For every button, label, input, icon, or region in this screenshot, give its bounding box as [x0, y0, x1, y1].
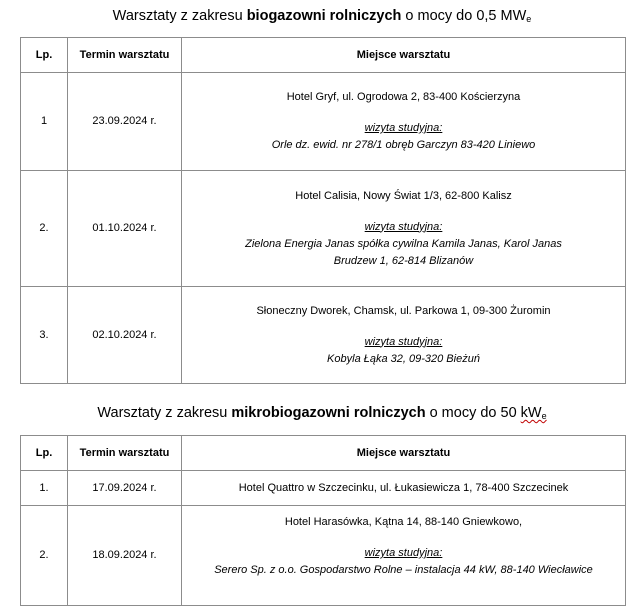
row-place-cell	[182, 506, 626, 606]
table-header-row	[21, 38, 626, 73]
table-row	[21, 73, 626, 171]
row-visit-label: wizyta studyjna:	[364, 335, 443, 348]
row-visit-label: wizyta studyjna:	[364, 122, 443, 134]
row-place: Słoneczny Dworek, Chamsk, ul. Parkowa 1, 09-300 Żuromin	[256, 304, 551, 317]
table-row	[21, 171, 626, 287]
biogas-workshops-table	[20, 37, 626, 384]
heading-unit-text: kW	[520, 405, 542, 421]
row-lp: 3.	[21, 287, 68, 384]
microbiogas-workshops-table	[20, 435, 626, 606]
row-place: Hotel Calisia, Nowy Świat 1/3, 62-800 Kalisz	[295, 189, 512, 202]
row-visit-label: wizyta studyjna:	[364, 547, 443, 559]
section1-heading-sub: e	[526, 14, 532, 24]
section1-heading-pre: Warsztaty z zakresu	[112, 8, 247, 24]
row-visit-line: Serero Sp. z o.o. Gospodarstwo Rolne – instalacja 44 kW, 88-140 Wiecławice	[214, 564, 593, 576]
section2-heading	[0, 404, 644, 425]
row-date: 02.10.2024 r.	[68, 287, 182, 384]
row-lp: 2.	[21, 171, 68, 287]
row-lp: 2.	[21, 506, 68, 606]
row-date: 01.10.2024 r.	[68, 171, 182, 287]
row-place: Hotel Harasówka, Kątna 14, 88-140 Gniewkowo,	[284, 516, 523, 528]
row-date: 18.09.2024 r.	[68, 506, 182, 606]
table-row	[21, 287, 626, 384]
section2-heading-post: o mocy do 50	[425, 405, 521, 421]
row-visit-line: Brudzew 1, 62-814 Blizanów	[333, 254, 474, 267]
section1-heading-post: o mocy do 0,5 MW	[401, 8, 527, 24]
row-place-cell	[182, 287, 626, 384]
row-place: Hotel Gryf, ul. Ogrodowa 2, 83-400 Kościerzyna	[286, 91, 521, 103]
section2-heading-bold: mikrobiogazowni rolniczych	[231, 405, 426, 421]
section2-heading-sub: e	[541, 411, 547, 421]
row-visit-line: Kobyla Łąka 32, 09-320 Bieżuń	[327, 352, 480, 365]
header-date: Termin warsztatu	[68, 436, 182, 471]
row-place-cell	[182, 171, 626, 287]
header-lp: Lp.	[21, 38, 68, 73]
row-lp: 1	[21, 73, 68, 171]
section2-heading-pre: Warsztaty z zakresu	[97, 405, 232, 421]
table-row	[21, 471, 626, 506]
section1-heading	[0, 7, 644, 28]
row-visit-line: Zielona Energia Janas spółka cywilna Kamila Janas, Karol Janas	[245, 237, 562, 250]
header-date: Termin warsztatu	[68, 38, 182, 73]
row-lp: 1.	[21, 471, 68, 506]
header-place: Miejsce warsztatu	[182, 38, 626, 73]
section1-heading-bold: biogazowni rolniczych	[246, 8, 402, 24]
row-visit-line: Orle dz. ewid. nr 278/1 obręb Garczyn 83-420 Liniewo	[271, 139, 536, 151]
row-date: 23.09.2024 r.	[68, 73, 182, 171]
row-date: 17.09.2024 r.	[68, 471, 182, 506]
table-header-row	[21, 436, 626, 471]
header-lp: Lp.	[21, 436, 68, 471]
section2-heading-unit	[521, 405, 547, 421]
table-row	[21, 506, 626, 606]
row-visit-label: wizyta studyjna:	[364, 220, 443, 233]
header-place: Miejsce warsztatu	[182, 436, 626, 471]
row-place-cell	[182, 73, 626, 171]
row-place: Hotel Quattro w Szczecinku, ul. Łukasiewicza 1, 78-400 Szczecinek	[182, 471, 626, 506]
